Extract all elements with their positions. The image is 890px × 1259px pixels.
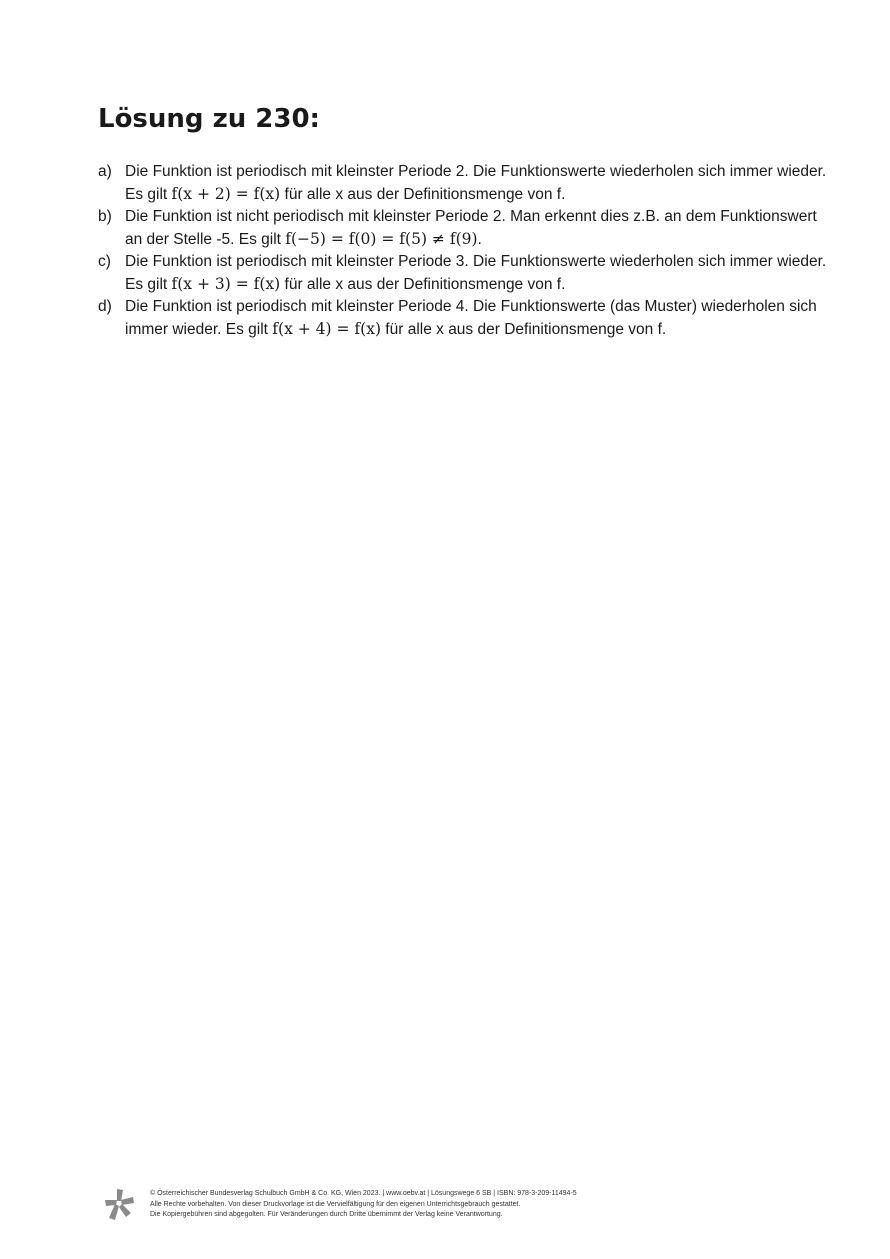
item-marker: b)	[98, 208, 112, 225]
item-text-end: für alle x aus der Definitionsmenge von f.	[280, 276, 566, 293]
footer-text	[150, 1189, 577, 1221]
item-text: Die Funktion ist nicht periodisch mit kleinster Periode 2. Man erkennt dies z.B. an dem Funktionswert an der Stelle -5. Es gilt	[125, 208, 817, 248]
solution-item-b	[98, 206, 828, 251]
item-text-end: .	[477, 231, 482, 248]
item-text: Die Funktion ist periodisch mit kleinster Periode 4. Die Funktionswerte (das Muster) wiederholen sich immer wieder. Es gilt	[125, 298, 817, 338]
item-text-end: für alle x aus der Definitionsmenge von f.	[381, 321, 667, 338]
publisher-logo-icon	[105, 1189, 135, 1221]
solution-list	[98, 161, 828, 341]
footer-fees: Die Kopiergebühren sind abgegolten. Für Veränderungen durch Dritte übernimmt der Verlag keine Verantwortung.	[150, 1211, 503, 1218]
footer-copyright: © Österreichischer Bundesverlag Schulbuch GmbH & Co. KG, Wien 2023. | www.oebv.at | Lösungswege 6 SB | ISBN: 978-3-209-11494-5	[150, 1190, 577, 1197]
solution-item-c	[98, 251, 828, 296]
item-formula: f(x + 2) = f(x)	[171, 185, 281, 203]
item-text: Die Funktion ist periodisch mit kleinster Periode 3. Die Funktionswerte wiederholen sich immer wieder. Es gilt	[125, 253, 827, 293]
item-formula: f(−5) = f(0) = f(5) ≠ f(9)	[285, 230, 478, 248]
item-text-end: für alle x aus der Definitionsmenge von f.	[280, 186, 566, 203]
solution-item-a	[98, 161, 828, 206]
solution-item-d	[98, 296, 828, 341]
item-text: Die Funktion ist periodisch mit kleinster Periode 2. Die Funktionswerte wiederholen sich immer wieder. Es gilt	[125, 163, 827, 203]
item-formula: f(x + 4) = f(x)	[272, 320, 381, 338]
item-formula: f(x + 3) = f(x)	[171, 275, 281, 293]
item-marker: d)	[98, 298, 112, 315]
item-marker: c)	[98, 253, 111, 270]
footer-rights: Alle Rechte vorbehalten. Von dieser Druckvorlage ist die Vervielfältigung für den eigenen Unterrichtsgebrauch gestattet.	[150, 1200, 521, 1208]
page-title: Lösung zu 230:	[98, 104, 320, 134]
page-footer	[105, 1189, 805, 1225]
item-marker: a)	[98, 163, 112, 180]
